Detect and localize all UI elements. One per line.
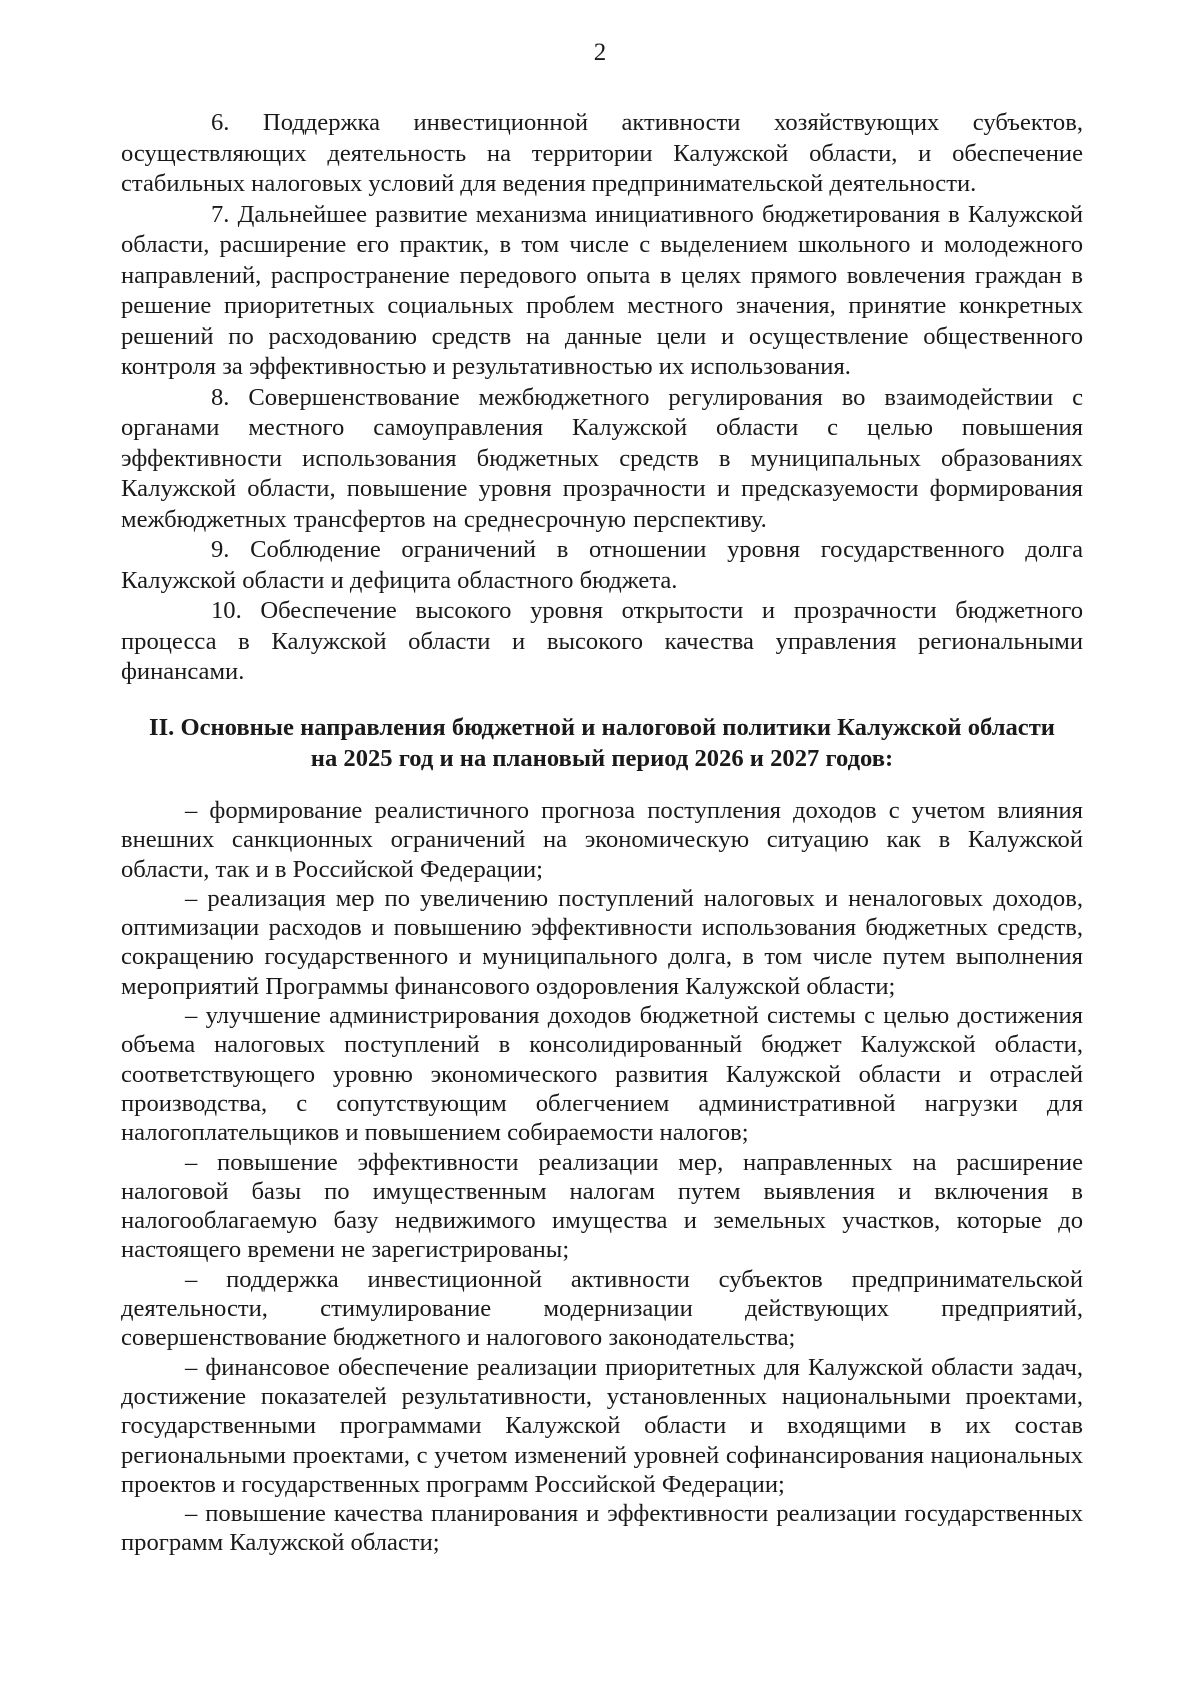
list-item: – реализация мер по увеличению поступлений налоговых и неналоговых доходов, оптимизации расходов и повышению эффективности использования бюджетных средств, сокращению государственного и муниципального долга, в том числе путем выполнения мероприятий Программы финансового оздоровления Калужской области; [121,884,1083,1000]
list-item: – формирование реалистичного прогноза поступления доходов с учетом влияния внешних санкционных ограничений на экономическую ситуацию как в Калужской области, так и в Российской Федерации; [121,797,1083,883]
list-item: – повышение качества планирования и эффективности реализации государственных программ Калужской области; [121,1500,1083,1557]
list-item: – поддержка инвестиционной активности субъектов предпринимательской деятельности, стимулирование модернизации действующих предприятий, совершенствование бюджетного и налогового законодательства; [121,1265,1083,1352]
paragraph-9: 9. Соблюдение ограничений в отношении уровня государственного долга Калужской области и дефицита областного бюджета. [121,536,1083,594]
numbered-paragraphs [121,108,1083,688]
list-item: – финансовое обеспечение реализации приоритетных для Калужской области задач, достижение показателей результативности, установленных национальными проектами, государственными программами Калужской области и входящими в их состав региональными проектами, с учетом изменений уровней софинансирования национальных проектов и государственных программ Российской Федерации; [121,1353,1083,1498]
paragraph-7: 7. Дальнейшее развитие механизма инициативного бюджетирования в Калужской области, расширение его практик, в том числе с выделением школьного и молодежного направлений, распространение передового опыта в целях прямого вовлечения граждан в решение приоритетных социальных проблем местного значения, принятие конкретных решений по расходованию средств на данные цели и осуществление общественного контроля за эффективностью и результативностью их использования. [121,200,1083,380]
paragraph-8: 8. Совершенствование межбюджетного регулирования во взаимодействии с органами местного самоуправления Калужской области с целью повышения эффективности использования бюджетных средств в муниципальных образованиях Калужской области, повышение уровня прозрачности и предсказуемости формирования межбюджетных трансфертов на среднесрочную перспективу. [121,383,1083,533]
list-item: – повышение эффективности реализации мер, направленных на расширение налоговой базы по имущественным налогам путем выявления и включения в налогооблагаемую базу недвижимого имущества и земельных участков, которые до настоящего времени не зарегистрированы; [121,1148,1083,1264]
paragraph-6: 6. Поддержка инвестиционной активности хозяйствующих субъектов, осуществляющих деятельность на территории Калужской области, и обеспечение стабильных налоговых условий для ведения предпринимательской деятельности. [121,109,1083,197]
section-heading-block [121,712,1083,774]
paragraph-10: 10. Обеспечение высокого уровня открытости и прозрачности бюджетного процесса в Калужской области и высокого качества управления региональными финансами. [121,597,1083,685]
policy-directions-list [121,796,1083,1558]
section-heading-line-1: II. Основные направления бюджетной и налоговой политики Калужской области [149,714,1055,741]
list-item: – улучшение администрирования доходов бюджетной системы с целью достижения объема налоговых поступлений в консолидированный бюджет Калужской области, соответствующего уровню экономического развития Калужской области и отраслей производства, с сопутствующим облегчением административной нагрузки для налогоплательщиков и повышением собираемости налогов; [121,1002,1083,1147]
section-heading-line-2: на 2025 год и на плановый период 2026 и 2027 годов: [310,745,894,772]
page-number: 2 [593,39,607,66]
